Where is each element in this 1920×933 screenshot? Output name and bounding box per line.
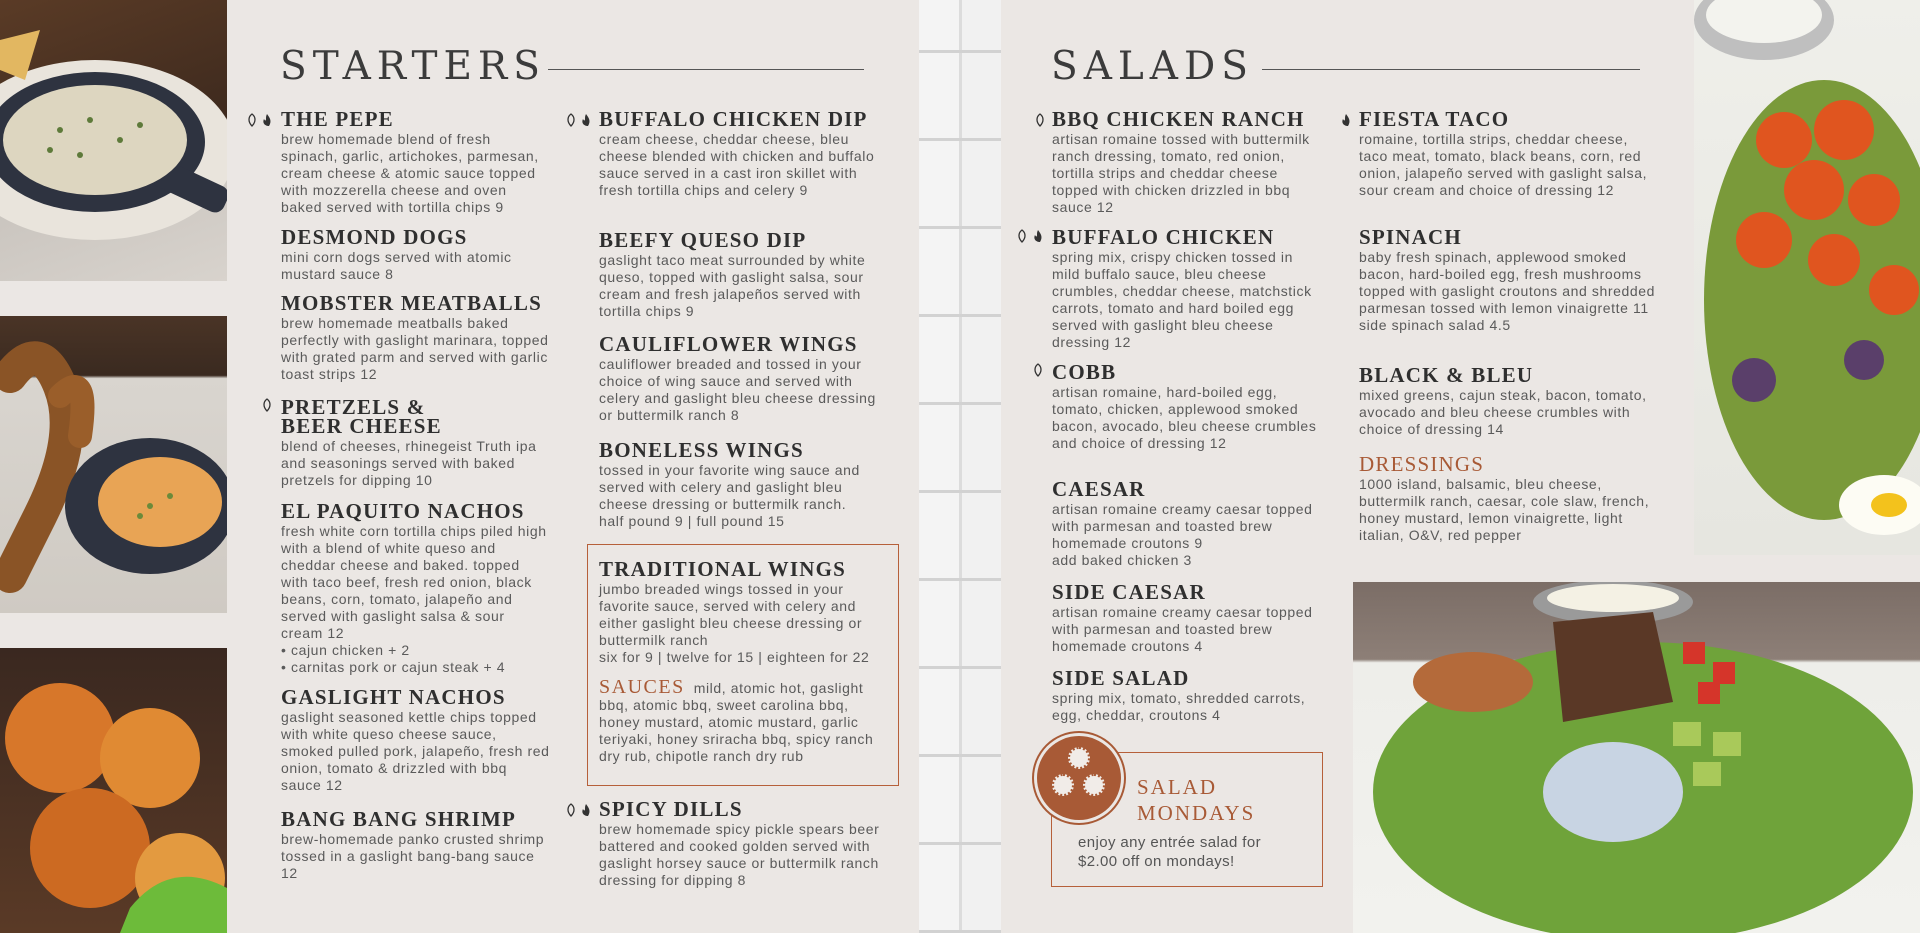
item-desc: brew homemade meatballs baked perfectly with gaslight marinara, topped with grated parm and served with garlic toast strips 12 — [281, 315, 549, 382]
sauces-label: SAUCES — [599, 676, 685, 698]
item-price: half pound 9 | full pound 15 — [599, 513, 785, 529]
item-name: SPINACH — [1359, 225, 1462, 249]
item-desc: brew homemade blend of fresh spinach, garlic, artichokes, parmesan, cream cheese & atomic sauce topped with mozzerella cheese and oven baked served with tortilla chips 9 — [281, 131, 539, 215]
vegetarian-icon — [565, 803, 577, 817]
item-desc: cauliflower breaded and tossed in your choice of wing sauce and served with celery and gaslight bleu cheese dressing or buttermilk ranch 8 — [599, 356, 876, 423]
spicy-flame-icon — [1340, 113, 1352, 127]
starters-title: STARTERS — [280, 44, 547, 89]
item-addon: • carnitas pork or cajun steak + 4 — [281, 659, 506, 675]
salad-mondays-title — [1137, 774, 1255, 826]
item-desc: spring mix, crispy chicken tossed in mild buffalo sauce, bleu cheese crumbles, cheddar cheese, matchstick carrots, tomato and hard boiled egg served with gaslight bleu cheese dressing 12 — [1052, 249, 1312, 350]
item-desc: mixed greens, cajun steak, bacon, tomato, avocado and bleu cheese crumbles with choice of dressing 14 — [1359, 387, 1647, 437]
vegetarian-icon — [261, 398, 273, 412]
sauces-text: mild, atomic hot, gaslight bbq, atomic bbq, sweet carolina bbq, honey mustard, atomic mustard, garlic teriyaki, honey sriracha bbq, spicy ranch dry rub, chipotle ranch dry rub — [599, 680, 874, 764]
item-desc: fresh white corn tortilla chips piled high with a blend of white queso and cheddar cheese and baked. topped with taco beef, fresh red onion, black beans, corn, tomato, jalapeño and served with gaslight salsa & sour cream 12 — [281, 523, 547, 641]
item-name: BONELESS WINGS — [599, 438, 804, 462]
item-name: BLACK & BLEU — [1359, 363, 1534, 387]
vegetarian-icon — [565, 113, 577, 127]
item-desc: mini corn dogs served with atomic mustard sauce 8 — [281, 249, 512, 282]
item-desc: romaine, tortilla strips, cheddar cheese, taco meat, tomato, black beans, corn, red onion, jalapeño served with gaslight salsa, sour cream and choice of dressing 12 — [1359, 131, 1648, 198]
spicy-flame-icon — [580, 113, 592, 127]
menu-item-beefy-queso-dip — [599, 228, 889, 320]
spicy-flame-icon — [261, 113, 273, 127]
item-price: six for 9 | twelve for 15 | eighteen for 22 — [599, 649, 870, 665]
item-name: BUFFALO CHICKEN — [1052, 225, 1275, 249]
menu-item-cauliflower-wings — [599, 332, 889, 424]
item-name: COBB — [1052, 360, 1117, 384]
menu-item-bang-bang-shrimp — [281, 807, 551, 882]
menu-item-the-pepe — [281, 107, 551, 216]
salads-title-rule — [1262, 69, 1640, 70]
spinach-dip-photo — [0, 0, 227, 281]
item-desc: artisan romaine, hard-boiled egg, tomato, chicken, applewood smoked bacon, avocado, bleu cheese crumbles and choice of dressing 12 — [1052, 384, 1317, 451]
sauces-list — [599, 676, 889, 765]
menu-item-caesar — [1052, 477, 1322, 569]
spicy-flame-icon — [580, 803, 592, 817]
salad-mondays-text: enjoy any entrée salad for $2.00 off on mondays! — [1078, 834, 1262, 870]
vegetarian-icon — [246, 113, 258, 127]
spicy-flame-icon — [1032, 229, 1044, 243]
item-addon: add baked chicken 3 — [1052, 552, 1192, 568]
starters-title-rule — [548, 69, 864, 70]
menu-item-boneless-wings — [599, 438, 889, 530]
item-addon: side spinach salad 4.5 — [1359, 317, 1511, 333]
promo-title-line2: MONDAYS — [1137, 801, 1256, 825]
item-name: THE PEPE — [281, 107, 394, 131]
item-name: GASLIGHT NACHOS — [281, 685, 506, 709]
item-name: BUFFALO CHICKEN DIP — [599, 107, 868, 131]
menu-item-buffalo-chicken-dip — [599, 107, 889, 199]
menu-item-spinach — [1359, 225, 1659, 334]
item-name: BANG BANG SHRIMP — [281, 807, 517, 831]
item-addon: • cajun chicken + 2 — [281, 642, 410, 658]
menu-item-mobster-meatballs — [281, 291, 551, 383]
menu-item-pretzels-beer-cheese — [281, 395, 551, 489]
salad-mondays-badge-icon — [1037, 736, 1121, 820]
menu-item-side-salad — [1052, 666, 1322, 724]
item-desc: blend of cheeses, rhinegeist Truth ipa and seasonings served with baked pretzels for dipping 10 — [281, 438, 537, 488]
dressings-label: DRESSINGS — [1359, 452, 1485, 476]
dressings-list — [1359, 452, 1659, 544]
item-desc: baby fresh spinach, applewood smoked bacon, hard-boiled egg, fresh mushrooms topped with gaslight croutons and shredded parmesan tossed with lemon vinaigrette 11 — [1359, 249, 1656, 316]
item-name: TRADITIONAL WINGS — [599, 557, 846, 581]
item-name: BBQ CHICKEN RANCH — [1052, 107, 1305, 131]
salads-title: SALADS — [1051, 44, 1254, 89]
wings-photo — [0, 648, 227, 933]
item-name: SPICY DILLS — [599, 797, 743, 821]
menu-item-el-paquito-nachos — [281, 499, 551, 676]
item-name: FIESTA TACO — [1359, 107, 1510, 131]
menu-item-cobb — [1052, 360, 1322, 452]
menu-item-black-and-bleu — [1359, 363, 1659, 438]
buffalo-chicken-salad-photo — [1694, 0, 1920, 555]
item-desc: gaslight taco meat surrounded by white queso, topped with gaslight salsa, sour cream and fresh jalapeños served with tortilla chips 9 — [599, 252, 866, 319]
item-name: PRETZELS & — [281, 395, 426, 419]
item-name: DESMOND DOGS — [281, 225, 468, 249]
brick-wall-divider — [919, 0, 1001, 933]
dressings-text: 1000 island, balsamic, bleu cheese, buttermilk ranch, caesar, cole slaw, french, honey mustard, lemon vinaigrette, light italian, O&V, red pepper — [1359, 476, 1650, 543]
item-desc: jumbo breaded wings tossed in your favorite sauce, served with celery and either gaslight bleu cheese dressing or buttermilk ranch — [599, 581, 863, 648]
item-name-line2: BEER CHEESE — [281, 414, 442, 438]
item-desc: gaslight seasoned kettle chips topped with white queso cheese sauce, smoked pulled pork, jalapeño, fresh red onion, tomato & drizzled with bbq sauce 12 — [281, 709, 550, 793]
pretzels-photo — [0, 316, 227, 613]
item-name: CAESAR — [1052, 477, 1146, 501]
menu-item-side-caesar — [1052, 580, 1322, 655]
item-name: SIDE SALAD — [1052, 666, 1190, 690]
vegetarian-icon — [1034, 113, 1046, 127]
vegetarian-icon — [1016, 229, 1028, 243]
menu-item-spicy-dills — [599, 797, 899, 889]
menu-item-fiesta-taco — [1359, 107, 1659, 199]
item-desc: artisan romaine tossed with buttermilk ranch dressing, tomato, red onion, tortilla strips and cheddar cheese topped with chicken drizzled in bbq sauce 12 — [1052, 131, 1310, 215]
menu-item-gaslight-nachos — [281, 685, 551, 794]
menu-item-bbq-chicken-ranch — [1052, 107, 1322, 216]
item-name: EL PAQUITO NACHOS — [281, 499, 525, 523]
item-name: MOBSTER MEATBALLS — [281, 291, 542, 315]
menu-item-desmond-dogs — [281, 225, 551, 283]
vegetarian-icon — [1032, 363, 1044, 377]
item-name: BEEFY QUESO DIP — [599, 228, 807, 252]
item-name: CAULIFLOWER WINGS — [599, 332, 858, 356]
menu-item-buffalo-chicken-salad — [1052, 225, 1322, 351]
item-desc: artisan romaine creamy caesar topped with parmesan and toasted brew homemade croutons 4 — [1052, 604, 1313, 654]
item-desc: spring mix, tomato, shredded carrots, egg, cheddar, croutons 4 — [1052, 690, 1306, 723]
menu-item-traditional-wings — [599, 557, 889, 666]
cobb-salad-photo — [1353, 582, 1920, 933]
item-desc: brew homemade spicy pickle spears beer battered and cooked golden served with gaslight horsey sauce or buttermilk ranch dressing for dipping 8 — [599, 821, 880, 888]
item-desc: tossed in your favorite wing sauce and served with celery and gaslight bleu cheese dressing or buttermilk ranch. — [599, 462, 860, 512]
promo-title-line1: SALAD — [1137, 775, 1218, 799]
item-name: SIDE CAESAR — [1052, 580, 1206, 604]
item-desc: cream cheese, cheddar cheese, bleu cheese blended with chicken and buffalo sauce served in a cast iron skillet with fresh tortilla chips and celery 9 — [599, 131, 875, 198]
item-desc: brew-homemade panko crusted shrimp tossed in a gaslight bang-bang sauce 12 — [281, 831, 545, 881]
item-desc: artisan romaine creamy caesar topped with parmesan and toasted brew homemade croutons 9 — [1052, 501, 1313, 551]
